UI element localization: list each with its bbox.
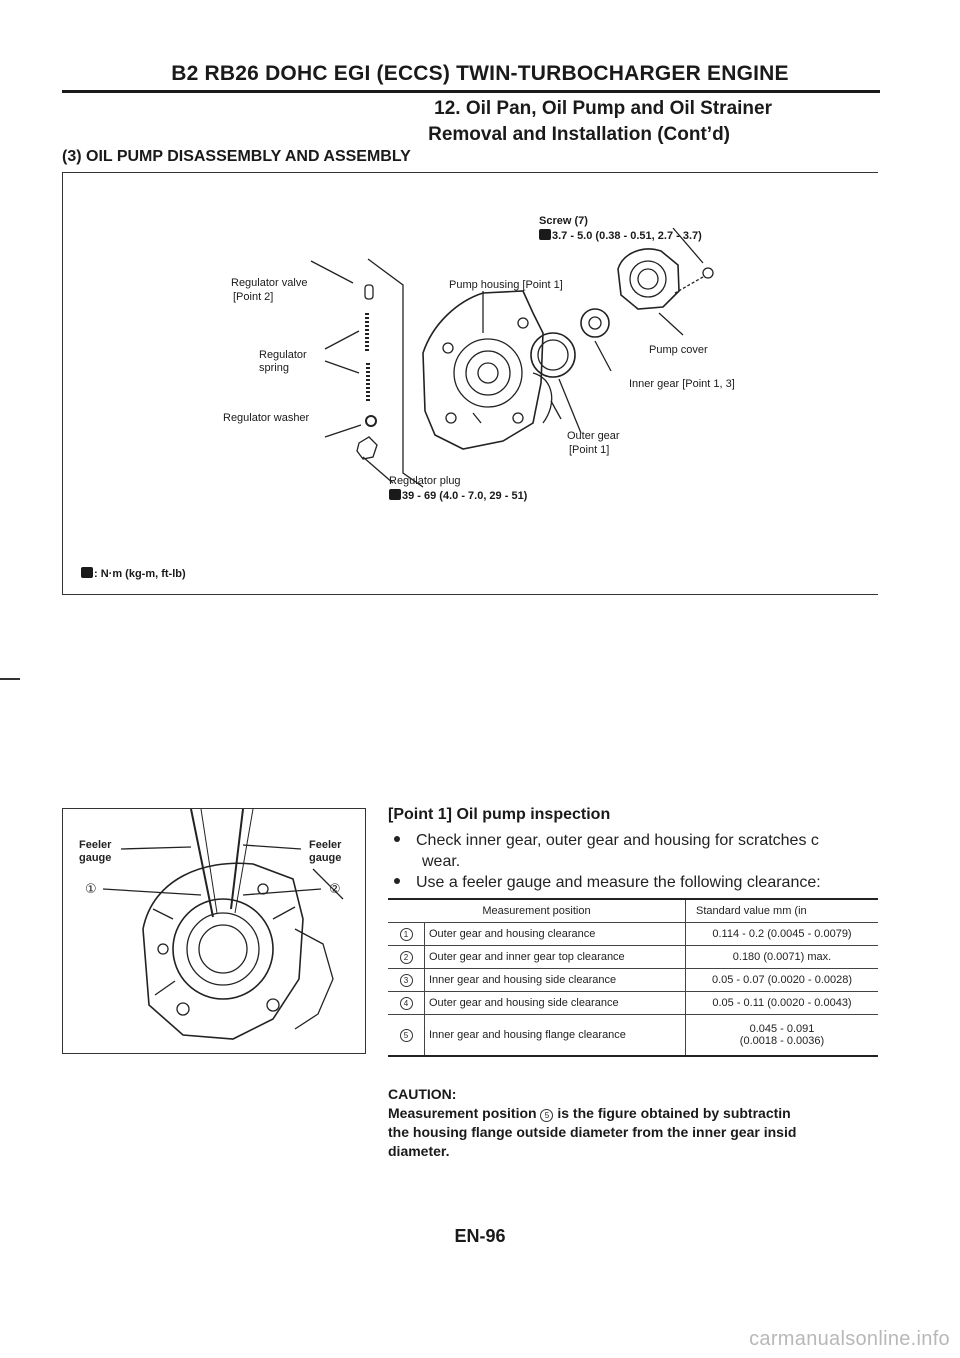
- regulator-spring-label-2: spring: [259, 362, 289, 374]
- table-row: [388, 1015, 878, 1057]
- inner-gear-label: [629, 378, 735, 391]
- table-row: [388, 923, 878, 946]
- regulator-spring-label-1: Regulator: [259, 349, 307, 361]
- row-position: Inner gear and housing side clearance: [425, 969, 686, 992]
- bullet-dot: [394, 836, 400, 842]
- outer-gear-point: [Point 1]: [569, 444, 610, 456]
- header-standard-value: Standard value mm (in: [686, 899, 879, 923]
- regulator-valve-point: [Point 2]: [233, 291, 274, 303]
- pump-housing-point: [Point 1]: [522, 279, 563, 291]
- feeler-gauge-right-label-2: gauge: [309, 852, 342, 864]
- row-value: 0.05 - 0.07 (0.0020 - 0.0028): [686, 969, 879, 992]
- subsection-title: (3) OIL PUMP DISASSEMBLY AND ASSEMBLY: [62, 148, 411, 165]
- screw-torque-value: 3.7 - 5.0 (0.38 - 0.51, 2.7 - 3.7): [552, 230, 702, 242]
- feeler-gauge-right-label-1: Feeler: [309, 839, 342, 851]
- exploded-view-illustration: [63, 173, 878, 594]
- section-title: [0, 96, 940, 148]
- row-value-line2: (0.0018 - 0.0036): [739, 1035, 825, 1047]
- inner-gear-text: Inner gear: [629, 378, 680, 390]
- feeler-gauge-left-label-1: Feeler: [79, 839, 112, 851]
- table-row: [388, 969, 878, 992]
- bullet-1-text: Check inner gear, outer gear and housing for scratches c: [416, 832, 819, 849]
- caution-line-2: the housing flange outside diameter from the inner gear insid: [388, 1124, 797, 1140]
- pump-cover-label: Pump cover: [649, 344, 708, 356]
- header-measurement-position: Measurement position: [388, 899, 686, 923]
- torque-units-legend: [81, 567, 186, 581]
- measurement-mark-1: ①: [85, 881, 97, 896]
- margin-dash: [0, 678, 20, 680]
- regulator-plug-label: Regulator plug: [389, 475, 461, 487]
- page-number: EN-96: [454, 1226, 506, 1246]
- caution-label: CAUTION:: [388, 1086, 457, 1102]
- inspection-title: [Point 1] Oil pump inspection: [388, 806, 611, 823]
- row-mark: 2: [400, 951, 413, 964]
- row-mark: 5: [400, 1029, 413, 1042]
- pump-housing-text: Pump housing: [449, 279, 520, 291]
- row-position: Outer gear and housing side clearance: [425, 992, 686, 1015]
- table-row: [388, 992, 878, 1015]
- caution-line-1b: is the figure obtained by subtractin: [553, 1105, 791, 1121]
- feeler-gauge-left-label-2: gauge: [79, 852, 112, 864]
- caution-line-1a: Measurement position: [388, 1105, 541, 1121]
- exploded-view-figure: [62, 172, 878, 595]
- regulator-washer-label: Regulator washer: [223, 412, 310, 424]
- caution-block: [388, 1085, 888, 1161]
- bullet-dot: [394, 878, 400, 884]
- row-position: Inner gear and housing flange clearance: [425, 1015, 686, 1057]
- page-header-title: B2 RB26 DOHC EGI (ECCS) TWIN-TURBOCHARGER ENGINE: [171, 62, 789, 85]
- screw-torque-label: [539, 229, 702, 243]
- torque-wrench-icon: [81, 567, 93, 578]
- row-mark: 4: [400, 997, 413, 1010]
- row-value-line1: 0.045 - 0.091: [749, 1023, 815, 1035]
- caution-line-3: diameter.: [388, 1143, 450, 1159]
- caution-mark: 5: [540, 1109, 553, 1122]
- inspection-bullet-1: [394, 832, 819, 850]
- outer-gear-label: Outer gear: [567, 430, 620, 442]
- bullet-2-text: Use a feeler gauge and measure the following clearance:: [416, 874, 821, 891]
- row-mark: 1: [400, 928, 413, 941]
- caution-line-1: [388, 1104, 888, 1123]
- section-title-line1: 12. Oil Pan, Oil Pump and Oil Strainer: [434, 98, 772, 119]
- measurement-mark-2: ②: [329, 881, 341, 896]
- torque-units-text: : N·m (kg-m, ft-lb): [94, 568, 186, 580]
- clearance-table: [388, 898, 878, 1057]
- torque-wrench-icon: [389, 489, 401, 500]
- regulator-plug-torque: [389, 489, 527, 503]
- pump-housing-label: [449, 279, 563, 292]
- row-value: 0.114 - 0.2 (0.0045 - 0.0079): [686, 923, 879, 946]
- header-rule: [62, 90, 880, 93]
- inspection-bullet-2: [394, 874, 821, 892]
- row-value: [686, 1015, 879, 1057]
- torque-wrench-icon: [539, 229, 551, 240]
- inner-gear-point: [Point 1, 3]: [682, 378, 735, 390]
- screw-label: Screw (7): [539, 215, 588, 227]
- row-value: 0.05 - 0.11 (0.0020 - 0.0043): [686, 992, 879, 1015]
- row-position: Outer gear and inner gear top clearance: [425, 946, 686, 969]
- regulator-valve-label: Regulator valve: [231, 277, 308, 289]
- watermark: carmanualsonline.info: [749, 1328, 950, 1350]
- feeler-gauge-figure: [62, 808, 366, 1054]
- row-mark: 3: [400, 974, 413, 987]
- row-position: Outer gear and housing clearance: [425, 923, 686, 946]
- table-row: [388, 946, 878, 969]
- plug-torque-value: 39 - 69 (4.0 - 7.0, 29 - 51): [402, 490, 528, 502]
- table-header-row: [388, 899, 878, 923]
- inspection-bullet-1-cont: wear.: [422, 853, 461, 870]
- section-title-line2: Removal and Installation (Cont’d): [428, 124, 730, 145]
- row-value: 0.180 (0.0071) max.: [686, 946, 879, 969]
